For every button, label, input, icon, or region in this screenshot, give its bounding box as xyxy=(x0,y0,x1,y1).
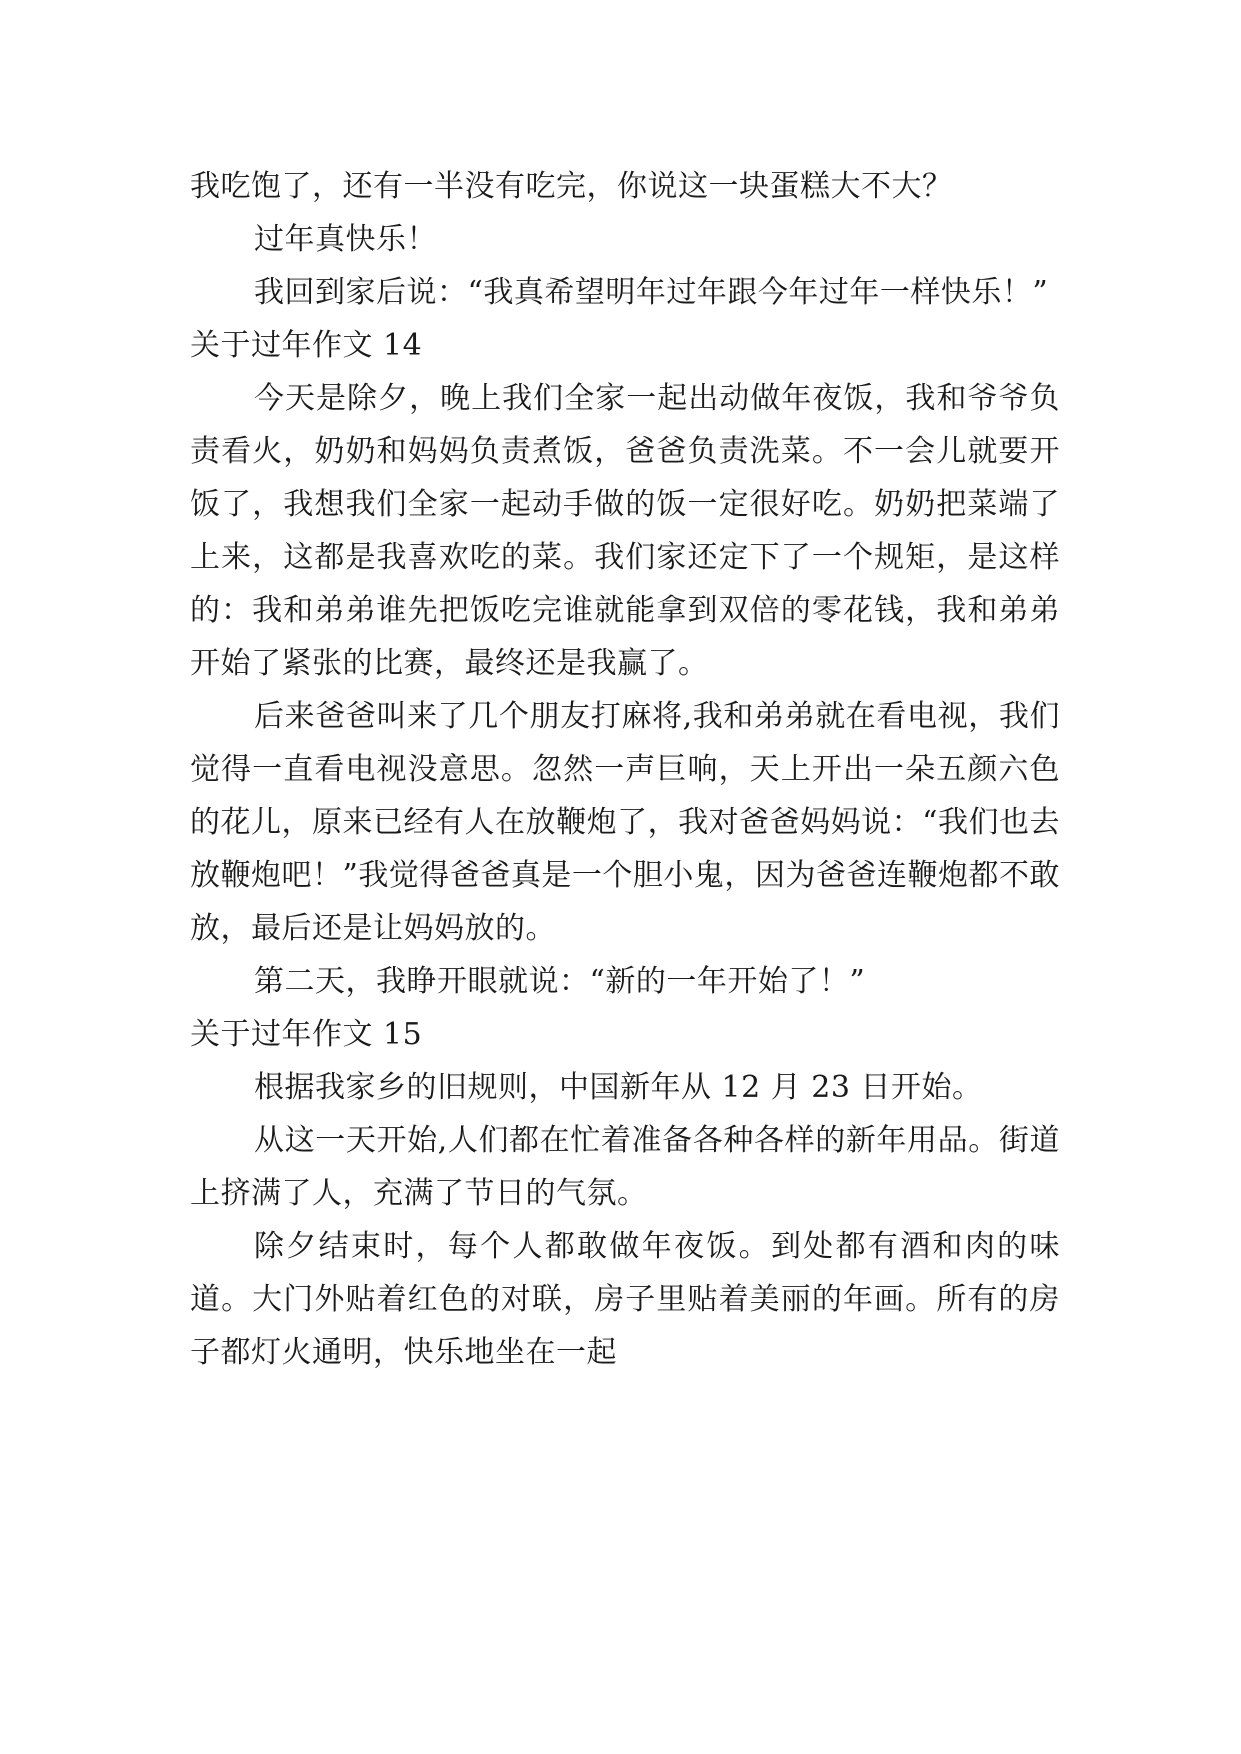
paragraph-happy-new-year: 过年真快乐！ xyxy=(254,222,437,257)
paragraph-eve-celebration: 除夕结束时，每个人都敢做年夜饭。到处都有酒和肉的味道。大门外贴着红色的对联，房子里贴着美丽的年画。所有的房子都灯火通明，快乐地坐在一起 xyxy=(190,1229,1060,1370)
paragraph-old-custom: 根据我家乡的旧规则，中国新年从 12 月 23 日开始。 xyxy=(254,1070,983,1105)
essay-14-title: 关于过年作文 14 xyxy=(190,328,423,363)
paragraph-cake-ending: 我吃饱了，还有一半没有吃完，你说这一块蛋糕大不大？ xyxy=(190,169,953,204)
paragraph-wish-next-year: 我回到家后说：“我真希望明年过年跟今年过年一样快乐！” xyxy=(254,275,1049,310)
paragraph-new-years-eve-dinner: 今天是除夕，晚上我们全家一起出动做年夜饭，我和爷爷负责看火，奶奶和妈妈负责煮饭，爸爸负责洗菜。不一会儿就要开饭了，我想我们全家一起动手做的饭一定很好吃。奶奶把菜端了上来，这都是我喜欢吃的菜。我们家还定下了一个规矩，是这样的：我和弟弟谁先把饭吃完谁就能拿到双倍的零花钱，我和弟弟开始了紧张的比赛，最终还是我赢了。 xyxy=(190,381,1060,681)
paragraph-next-day: 第二天，我睁开眼就说：“新的一年开始了！” xyxy=(254,964,866,999)
paragraph-preparations: 从这一天开始,人们都在忙着准备各种各样的新年用品。街道上挤满了人，充满了节日的气氛。 xyxy=(190,1123,1060,1211)
paragraph-firecrackers: 后来爸爸叫来了几个朋友打麻将,我和弟弟就在看电视，我们觉得一直看电视没意思。忽然一声巨响，天上开出一朵五颜六色的花儿，原来已经有人在放鞭炮了，我对爸爸妈妈说：“我们也去放鞭炮吧！”我觉得爸爸真是一个胆小鬼，因为爸爸连鞭炮都不敢放，最后还是让妈妈放的。 xyxy=(190,699,1060,946)
document-body xyxy=(190,160,1060,1379)
essay-15-title: 关于过年作文 15 xyxy=(190,1017,423,1052)
